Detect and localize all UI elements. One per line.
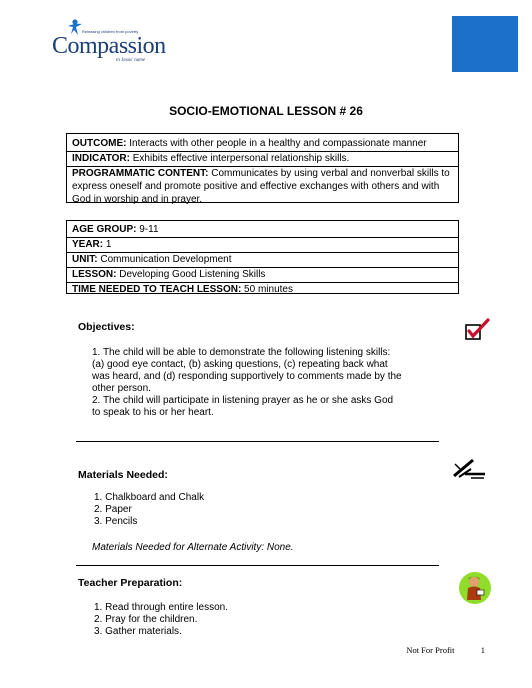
footer-text: Not For Profit (406, 645, 455, 655)
objective-item-1: 1. The child will be able to demonstrate the following listening skills: (a) good eye contact, (b) asking questions, (c) repeating back what was heard, and (d) responding supportively to comments made by the other person. (92, 347, 402, 394)
teacher-person-icon (458, 570, 492, 606)
checkbox-check-icon (464, 318, 490, 342)
preparation-list (94, 602, 228, 638)
time-value: 50 minutes (241, 284, 293, 295)
age-value: 9-11 (136, 224, 159, 235)
lesson-label: LESSON: (72, 269, 117, 280)
section-divider (76, 441, 439, 442)
unit-label: UNIT: (72, 254, 98, 265)
outcome-text: Interacts with other people in a healthy and compassionate manner (126, 138, 427, 149)
content-label: PROGRAMMATIC CONTENT: (72, 168, 209, 179)
indicator-text: Exhibits effective interpersonal relationship skills. (129, 153, 350, 164)
prep-item-3-text: 3. Gather materials. (94, 626, 182, 637)
time-row (72, 283, 453, 296)
page-footer (406, 645, 485, 655)
logo-tagline: Releasing children from poverty (82, 29, 139, 34)
list-item: 2. Paper (94, 504, 132, 515)
materials-heading: Materials Needed: (78, 469, 168, 481)
indicator-label: INDICATOR: (72, 153, 130, 164)
year-label: YEAR: (72, 239, 104, 250)
list-item (94, 626, 228, 638)
year-value: 1 (103, 239, 112, 250)
objectives-heading: Objectives: (78, 321, 135, 333)
time-label: TIME NEEDED TO TEACH LESSON: (72, 284, 242, 295)
year-row (67, 238, 458, 253)
list-item: 3. Pencils (94, 516, 138, 527)
objective-item-2: 2. The child will participate in listening prayer as he or she asks God to speak to his or her heart. (92, 395, 394, 418)
section-divider (76, 565, 439, 566)
outcome-label: OUTCOME: (72, 138, 127, 149)
list-item: 2. Pray for the children. (94, 614, 198, 625)
blue-corner-block (452, 16, 518, 72)
list-item: 1. Chalkboard and Chalk (94, 492, 205, 503)
outcome-box (66, 133, 459, 203)
logo-wordmark: Compassion (52, 33, 166, 59)
page-title: SOCIO-EMOTIONAL LESSON # 26 (169, 104, 363, 118)
unit-row (67, 253, 458, 268)
preparation-heading: Teacher Preparation: (78, 577, 183, 589)
unit-value: Communication Development (97, 254, 232, 265)
age-label: AGE GROUP: (72, 224, 137, 235)
compassion-logo (52, 22, 166, 67)
alternate-materials: Materials Needed for Alternate Activity: None. (92, 542, 294, 553)
content-text: Communicates by using verbal and nonverbal skills to express oneself and promote positive and effective exchanges with others and with God in worship and in prayer. (72, 168, 450, 205)
lesson-info-box (66, 220, 459, 294)
lesson-value: Developing Good Listening Skills (116, 269, 266, 280)
indicator-row (67, 152, 458, 167)
logo-subline: in Jesus' name (116, 58, 146, 63)
page-number: 1 (480, 645, 485, 655)
outcome-row (67, 137, 458, 152)
age-row (67, 223, 458, 238)
lesson-row (67, 268, 458, 283)
list-item: 1. Read through entire lesson. (94, 602, 228, 613)
pencil-tools-icon (451, 456, 487, 480)
content-row (72, 167, 453, 206)
materials-list (94, 492, 204, 528)
